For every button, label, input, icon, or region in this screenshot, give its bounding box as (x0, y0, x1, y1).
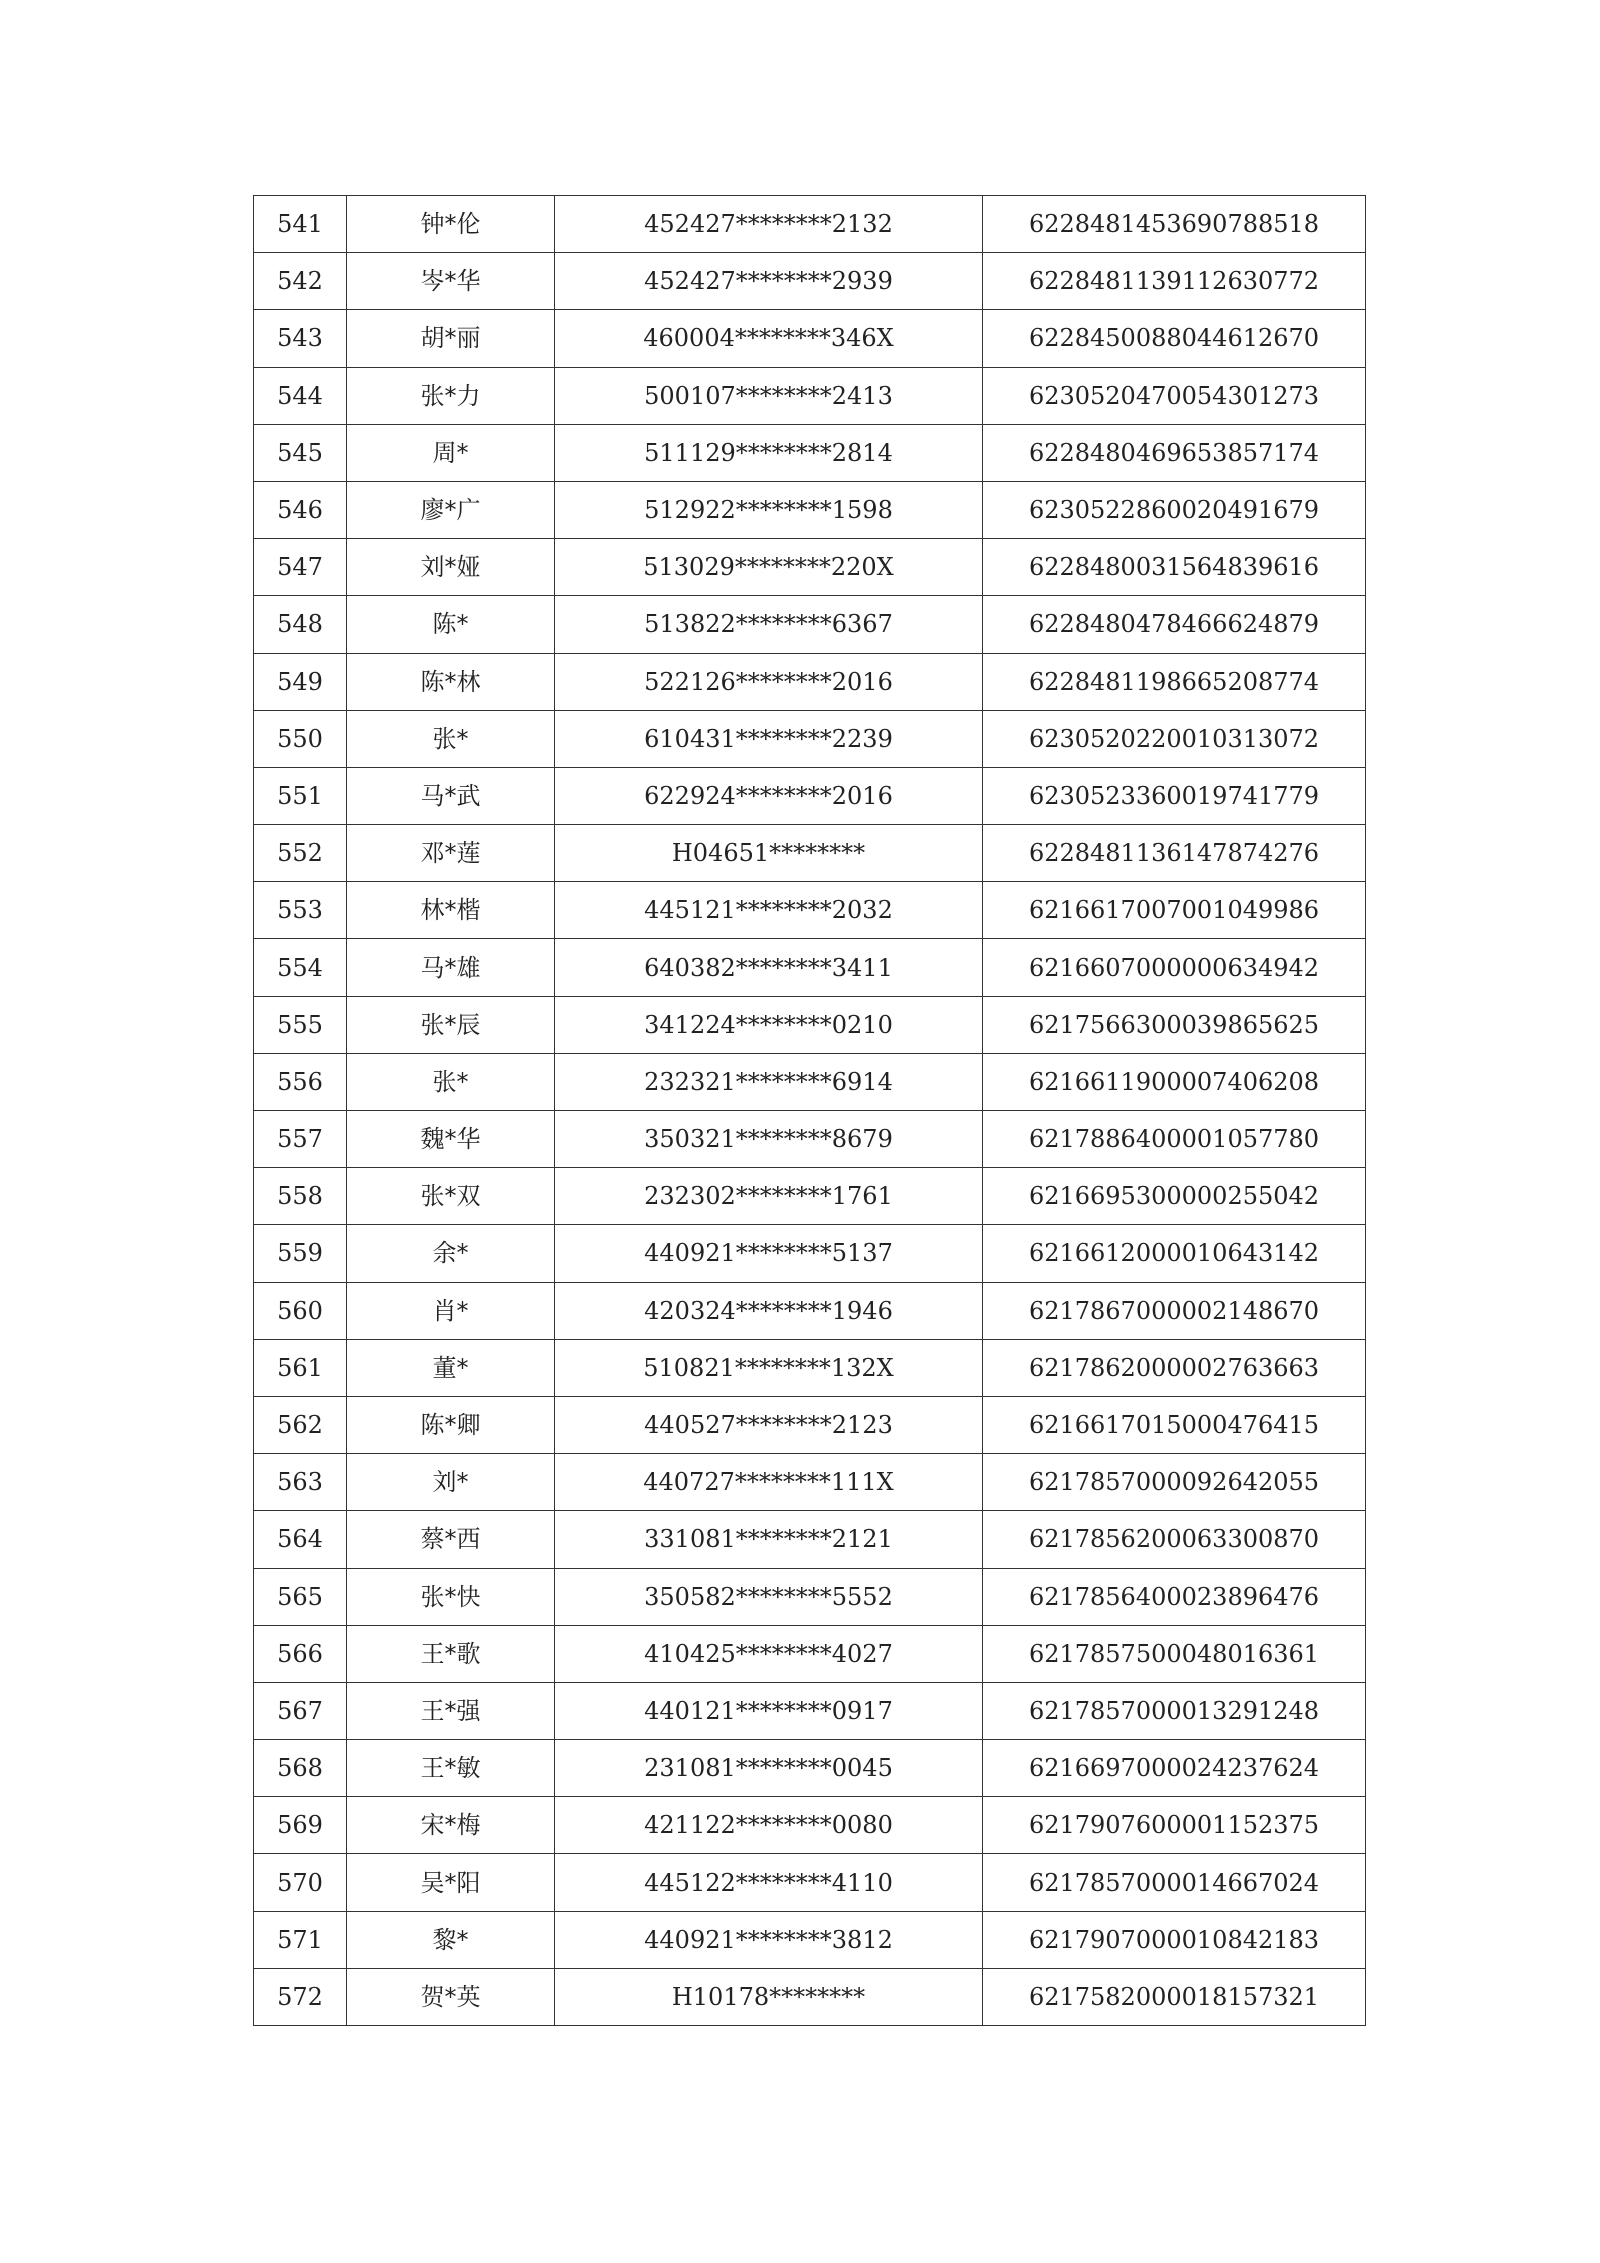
bank-card-number-cell: 6228481198665208774 (983, 653, 1366, 710)
bank-card-number-cell: 6217862000002763663 (983, 1339, 1366, 1396)
bank-card-number-cell: 6217566300039865625 (983, 996, 1366, 1053)
masked-name-cell: 岑*华 (347, 253, 555, 310)
masked-name-cell: 张*力 (347, 367, 555, 424)
row-number-cell: 561 (254, 1339, 347, 1396)
table-row (254, 996, 1366, 1053)
table-row (254, 424, 1366, 481)
row-number-cell: 547 (254, 539, 347, 596)
row-number-cell: 549 (254, 653, 347, 710)
row-number-cell: 562 (254, 1396, 347, 1453)
masked-id-number-cell: 440527********2123 (555, 1396, 983, 1453)
table-row (254, 1396, 1366, 1453)
masked-name-cell: 刘*娅 (347, 539, 555, 596)
masked-name-cell: 张* (347, 710, 555, 767)
masked-id-number-cell: 341224********0210 (555, 996, 983, 1053)
masked-id-number-cell: 410425********4027 (555, 1625, 983, 1682)
row-number-cell: 553 (254, 882, 347, 939)
masked-id-number-cell: 500107********2413 (555, 367, 983, 424)
row-number-cell: 567 (254, 1682, 347, 1739)
masked-id-number-cell: 513029********220X (555, 539, 983, 596)
bank-card-number-cell: 6230522860020491679 (983, 481, 1366, 538)
table-row (254, 1625, 1366, 1682)
table-row (254, 825, 1366, 882)
masked-id-number-cell: 452427********2132 (555, 196, 983, 253)
masked-name-cell: 刘* (347, 1454, 555, 1511)
masked-name-cell: 宋*梅 (347, 1797, 555, 1854)
bank-card-number-cell: 6230520470054301273 (983, 367, 1366, 424)
masked-id-number-cell: H04651******** (555, 825, 983, 882)
row-number-cell: 566 (254, 1625, 347, 1682)
masked-id-number-cell: 511129********2814 (555, 424, 983, 481)
row-number-cell: 570 (254, 1854, 347, 1911)
row-number-cell: 556 (254, 1053, 347, 1110)
bank-card-number-cell: 6216611900007406208 (983, 1053, 1366, 1110)
row-number-cell: 558 (254, 1168, 347, 1225)
bank-card-number-cell: 6217907600001152375 (983, 1797, 1366, 1854)
table-row (254, 1168, 1366, 1225)
bank-card-number-cell: 6217856200063300870 (983, 1511, 1366, 1568)
table-row (254, 481, 1366, 538)
masked-id-number-cell: 452427********2939 (555, 253, 983, 310)
bank-card-number-cell: 6228480478466624879 (983, 596, 1366, 653)
table-row (254, 939, 1366, 996)
masked-name-cell: 魏*华 (347, 1111, 555, 1168)
row-number-cell: 554 (254, 939, 347, 996)
masked-name-cell: 王*强 (347, 1682, 555, 1739)
row-number-cell: 545 (254, 424, 347, 481)
table-row (254, 767, 1366, 824)
masked-id-number-cell: 610431********2239 (555, 710, 983, 767)
masked-id-number-cell: 440121********0917 (555, 1682, 983, 1739)
masked-id-number-cell: 460004********346X (555, 310, 983, 367)
masked-name-cell: 贺*英 (347, 1968, 555, 2025)
masked-id-number-cell: 512922********1598 (555, 481, 983, 538)
masked-id-number-cell: H10178******** (555, 1968, 983, 2025)
table-row (254, 1682, 1366, 1739)
masked-name-cell: 陈*卿 (347, 1396, 555, 1453)
table-row (254, 539, 1366, 596)
table-row (254, 1454, 1366, 1511)
table-row (254, 1511, 1366, 1568)
masked-id-number-cell: 445121********2032 (555, 882, 983, 939)
masked-name-cell: 陈*林 (347, 653, 555, 710)
table-row (254, 653, 1366, 710)
bank-card-number-cell: 6228480469653857174 (983, 424, 1366, 481)
bank-card-number-cell: 6228481139112630772 (983, 253, 1366, 310)
bank-card-number-cell: 6217856400023896476 (983, 1568, 1366, 1625)
masked-id-number-cell: 513822********6367 (555, 596, 983, 653)
masked-id-number-cell: 420324********1946 (555, 1282, 983, 1339)
bank-card-number-cell: 6216607000000634942 (983, 939, 1366, 996)
row-number-cell: 544 (254, 367, 347, 424)
bank-card-number-cell: 6217857000013291248 (983, 1682, 1366, 1739)
row-number-cell: 564 (254, 1511, 347, 1568)
masked-id-number-cell: 622924********2016 (555, 767, 983, 824)
table-row (254, 882, 1366, 939)
roster-table-body (254, 196, 1366, 2026)
row-number-cell: 565 (254, 1568, 347, 1625)
masked-name-cell: 张*快 (347, 1568, 555, 1625)
row-number-cell: 542 (254, 253, 347, 310)
table-row (254, 1797, 1366, 1854)
masked-name-cell: 马*雄 (347, 939, 555, 996)
masked-name-cell: 胡*丽 (347, 310, 555, 367)
bank-card-number-cell: 6230523360019741779 (983, 767, 1366, 824)
table-row (254, 1282, 1366, 1339)
masked-id-number-cell: 350582********5552 (555, 1568, 983, 1625)
masked-name-cell: 马*武 (347, 767, 555, 824)
row-number-cell: 572 (254, 1968, 347, 2025)
row-number-cell: 568 (254, 1740, 347, 1797)
masked-id-number-cell: 331081********2121 (555, 1511, 983, 1568)
row-number-cell: 557 (254, 1111, 347, 1168)
table-row (254, 710, 1366, 767)
masked-id-number-cell: 350321********8679 (555, 1111, 983, 1168)
bank-card-number-cell: 6228450088044612670 (983, 310, 1366, 367)
table-row (254, 253, 1366, 310)
row-number-cell: 548 (254, 596, 347, 653)
masked-id-number-cell: 440727********111X (555, 1454, 983, 1511)
table-row (254, 1111, 1366, 1168)
bank-card-number-cell: 6217857000014667024 (983, 1854, 1366, 1911)
row-number-cell: 550 (254, 710, 347, 767)
table-row (254, 1053, 1366, 1110)
masked-name-cell: 吴*阳 (347, 1854, 555, 1911)
bank-card-number-cell: 6216617007001049986 (983, 882, 1366, 939)
masked-id-number-cell: 440921********5137 (555, 1225, 983, 1282)
masked-name-cell: 廖*广 (347, 481, 555, 538)
table-row (254, 1740, 1366, 1797)
bank-card-number-cell: 6228481136147874276 (983, 825, 1366, 882)
masked-id-number-cell: 231081********0045 (555, 1740, 983, 1797)
table-row (254, 1225, 1366, 1282)
bank-card-number-cell: 6217867000002148670 (983, 1282, 1366, 1339)
masked-name-cell: 邓*莲 (347, 825, 555, 882)
bank-card-number-cell: 6216697000024237624 (983, 1740, 1366, 1797)
masked-name-cell: 王*敏 (347, 1740, 555, 1797)
masked-id-number-cell: 421122********0080 (555, 1797, 983, 1854)
masked-name-cell: 张* (347, 1053, 555, 1110)
bank-card-number-cell: 6228481453690788518 (983, 196, 1366, 253)
masked-id-number-cell: 445122********4110 (555, 1854, 983, 1911)
masked-name-cell: 周* (347, 424, 555, 481)
masked-name-cell: 黎* (347, 1911, 555, 1968)
masked-name-cell: 董* (347, 1339, 555, 1396)
table-row (254, 1911, 1366, 1968)
masked-name-cell: 张*双 (347, 1168, 555, 1225)
table-row (254, 367, 1366, 424)
table-row (254, 310, 1366, 367)
masked-name-cell: 钟*伦 (347, 196, 555, 253)
row-number-cell: 555 (254, 996, 347, 1053)
masked-id-number-cell: 232302********1761 (555, 1168, 983, 1225)
row-number-cell: 552 (254, 825, 347, 882)
bank-card-number-cell: 6217857000092642055 (983, 1454, 1366, 1511)
table-row (254, 1968, 1366, 2025)
masked-id-number-cell: 232321********6914 (555, 1053, 983, 1110)
row-number-cell: 569 (254, 1797, 347, 1854)
bank-card-number-cell: 6217857500048016361 (983, 1625, 1366, 1682)
bank-card-number-cell: 6217582000018157321 (983, 1968, 1366, 2025)
row-number-cell: 563 (254, 1454, 347, 1511)
masked-id-number-cell: 640382********3411 (555, 939, 983, 996)
table-row (254, 596, 1366, 653)
table-row (254, 1339, 1366, 1396)
bank-card-number-cell: 6216695300000255042 (983, 1168, 1366, 1225)
bank-card-number-cell: 6216617015000476415 (983, 1396, 1366, 1453)
bank-card-number-cell: 6230520220010313072 (983, 710, 1366, 767)
masked-name-cell: 张*辰 (347, 996, 555, 1053)
row-number-cell: 543 (254, 310, 347, 367)
masked-name-cell: 余* (347, 1225, 555, 1282)
masked-name-cell: 肖* (347, 1282, 555, 1339)
bank-card-number-cell: 6228480031564839616 (983, 539, 1366, 596)
masked-name-cell: 蔡*西 (347, 1511, 555, 1568)
masked-name-cell: 林*楷 (347, 882, 555, 939)
masked-name-cell: 王*歌 (347, 1625, 555, 1682)
bank-card-number-cell: 6217907000010842183 (983, 1911, 1366, 1968)
row-number-cell: 571 (254, 1911, 347, 1968)
roster-table (253, 195, 1366, 2026)
masked-id-number-cell: 522126********2016 (555, 653, 983, 710)
row-number-cell: 551 (254, 767, 347, 824)
row-number-cell: 559 (254, 1225, 347, 1282)
table-row (254, 1854, 1366, 1911)
table-row (254, 1568, 1366, 1625)
bank-card-number-cell: 6216612000010643142 (983, 1225, 1366, 1282)
row-number-cell: 541 (254, 196, 347, 253)
masked-id-number-cell: 510821********132X (555, 1339, 983, 1396)
masked-name-cell: 陈* (347, 596, 555, 653)
bank-card-number-cell: 6217886400001057780 (983, 1111, 1366, 1168)
row-number-cell: 546 (254, 481, 347, 538)
masked-id-number-cell: 440921********3812 (555, 1911, 983, 1968)
row-number-cell: 560 (254, 1282, 347, 1339)
table-row (254, 196, 1366, 253)
